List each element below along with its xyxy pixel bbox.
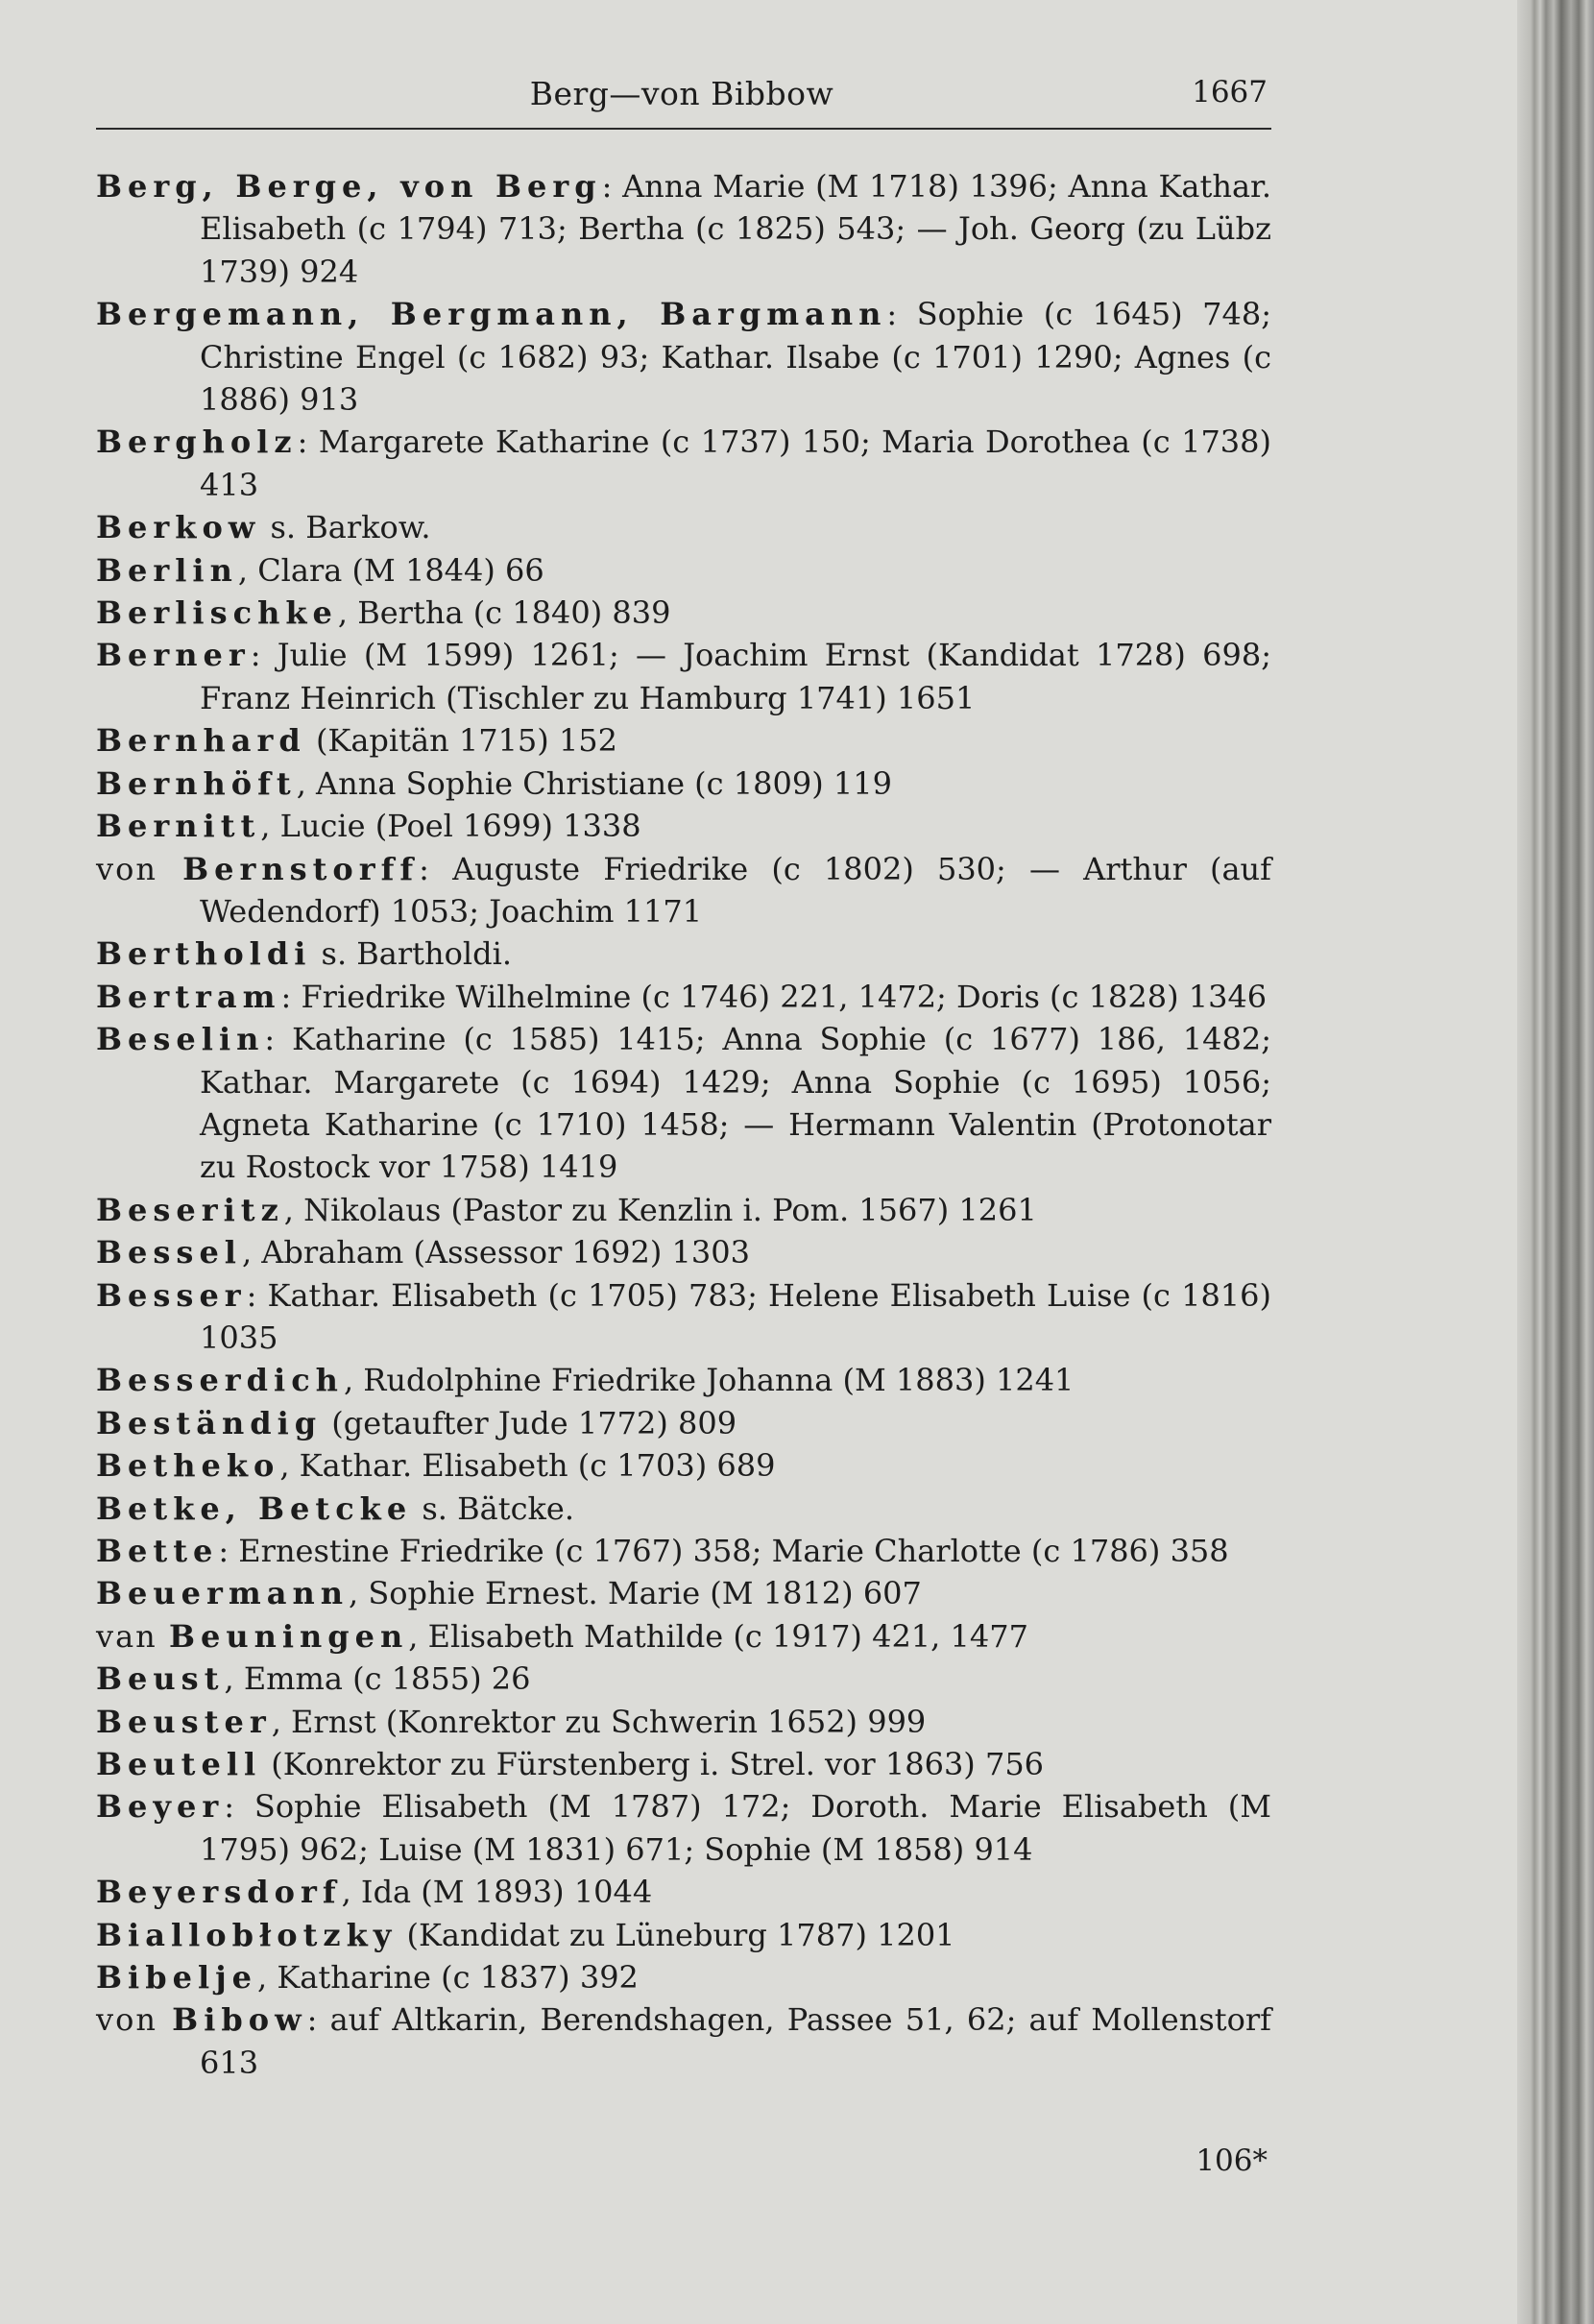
entry-surname: Bertholdi: [96, 935, 312, 973]
index-entry: [96, 1743, 1271, 1785]
entry-surname: Betke, Betcke: [96, 1489, 413, 1527]
entry-text: , Kathar. Elisabeth (c 1703) 689: [279, 1447, 776, 1485]
entry-text: : Auguste Friedrike (c 1802) 530; — Arthur (auf Wedendorf) 1053; Joachim 1171: [200, 850, 1272, 930]
entry-surname: Bernhard: [96, 722, 306, 760]
entry-surname: Berlischke: [96, 594, 338, 632]
index-entry: [96, 1189, 1271, 1231]
entry-text: (Konrektor zu Fürstenberg i. Strel. vor 1863) 756: [261, 1746, 1045, 1783]
index-entry: [96, 1615, 1271, 1658]
index-entry: [96, 1572, 1271, 1614]
entry-surname: Beutell: [96, 1746, 262, 1783]
entry-surname: Bergemann, Bergmann, Bargmann: [96, 296, 887, 333]
sheet-signature: 106*: [1196, 2143, 1268, 2178]
index-entry: [96, 932, 1271, 975]
entry-prefix: von: [96, 850, 183, 887]
index-entry: [96, 1402, 1271, 1444]
entry-surname: Bibelje: [96, 1959, 258, 1997]
entry-surname: Bernstorff: [182, 850, 420, 887]
index-entry: [96, 848, 1271, 933]
entry-surname: Bessel: [96, 1234, 242, 1271]
entry-text: : Katharine (c 1585) 1415; Anna Sophie (c 1677) 186, 1482; Kathar. Margarete (c 1694) 1429; Anna Sophie (c 1695) 1056; Agneta Katharine (c 1710) 1458; — Hermann Valentin (Protonotar zu Rostock vor 1758) 1419: [200, 1021, 1271, 1186]
entry-surname: Bernitt: [96, 808, 261, 845]
index-entry: [96, 1018, 1271, 1189]
entry-surname: Beyersdorf: [96, 1874, 342, 1911]
entry-text: s. Barkow.: [260, 509, 431, 546]
entry-text: s. Bätcke.: [412, 1489, 575, 1527]
entry-text: : Friedrike Wilhelmine (c 1746) 221, 1472; Doris (c 1828) 1346: [280, 978, 1268, 1015]
index-entry: [96, 805, 1271, 847]
index-entry: [96, 719, 1271, 762]
index-entry: [96, 1998, 1271, 2084]
index-entry: [96, 506, 1271, 548]
entry-text: , Sophie Ernest. Marie (M 1812) 607: [349, 1575, 922, 1612]
entry-text: , Abraham (Assessor 1692) 1303: [241, 1234, 750, 1271]
entry-surname: Betheko: [96, 1447, 280, 1485]
entry-surname: Beuermann: [96, 1575, 350, 1612]
entry-text: : Kathar. Elisabeth (c 1705) 783; Helene Elisabeth Luise (c 1816) 1035: [200, 1276, 1271, 1356]
entry-surname: Bette: [96, 1533, 219, 1569]
page-edge-stack: [1517, 0, 1594, 2324]
index-entry: [96, 293, 1271, 421]
entry-surname: Biallobłotzky: [96, 1916, 398, 1953]
entry-surname: Beselin: [96, 1021, 265, 1058]
entry-surname: Beyer: [96, 1788, 225, 1826]
entry-text: , Katharine (c 1837) 392: [257, 1959, 639, 1997]
index-entry: [96, 1658, 1271, 1700]
index-entry: [96, 634, 1271, 719]
index-entry: [96, 165, 1271, 293]
header-rule: [96, 128, 1271, 130]
entry-surname: Berner: [96, 637, 251, 674]
entry-surname: Bertram: [96, 978, 281, 1015]
entry-surname: Berkow: [96, 509, 261, 546]
entry-text: , Clara (M 1844) 66: [237, 551, 544, 589]
entry-text: , Ernst (Konrektor zu Schwerin 1652) 999: [271, 1703, 927, 1740]
entry-text: , Emma (c 1855) 26: [224, 1660, 531, 1698]
entry-surname: Bergholz: [96, 424, 298, 461]
index-entry: [96, 592, 1271, 634]
entry-text: , Lucie (Poel 1699) 1338: [260, 808, 641, 845]
entry-text: , Anna Sophie Christiane (c 1809) 119: [296, 764, 892, 802]
index-entry: [96, 549, 1271, 592]
index-entry: [96, 763, 1271, 805]
entry-text: : Sophie Elisabeth (M 1787) 172; Doroth. Marie Elisabeth (M 1795) 962; Luise (M 1831) 671; Sophie (M 1858) 914: [200, 1788, 1271, 1868]
entry-surname: Bernhöft: [96, 764, 297, 802]
header-title: Berg—von Bibbow: [529, 75, 834, 112]
entry-text: : Ernestine Friedrike (c 1767) 358; Marie Charlotte (c 1786) 358: [218, 1533, 1229, 1569]
index-entries: [96, 165, 1271, 2084]
entry-prefix: von: [96, 2001, 173, 2039]
entry-text: , Bertha (c 1840) 839: [337, 594, 671, 632]
index-entry: [96, 1359, 1271, 1401]
entry-surname: Beuningen: [168, 1617, 409, 1655]
index-entry: [96, 1871, 1271, 1913]
entry-text: , Nikolaus (Pastor zu Kenzlin i. Pom. 1567) 1261: [283, 1191, 1037, 1228]
index-entry: [96, 1956, 1271, 1998]
index-entry: [96, 421, 1271, 506]
index-entry: [96, 1444, 1271, 1487]
index-entry: [96, 1914, 1271, 1956]
index-entry: [96, 1274, 1271, 1360]
entry-text: , Rudolphine Friedrike Johanna (M 1883) 1241: [343, 1362, 1075, 1399]
entry-prefix: van: [96, 1617, 169, 1655]
entry-surname: Berlin: [96, 551, 238, 589]
running-header: [96, 75, 1268, 123]
page-number: 1667: [1192, 75, 1268, 109]
index-entry: [96, 1785, 1271, 1871]
entry-text: : Margarete Katharine (c 1737) 150; Maria Dorothea (c 1738) 413: [200, 424, 1271, 503]
entry-text: : Sophie (c 1645) 748; Christine Engel (c 1682) 93; Kathar. Ilsabe (c 1701) 1290; Agnes (c 1886) 913: [200, 296, 1271, 419]
entry-surname: Beuster: [96, 1703, 272, 1740]
entry-surname: Besserdich: [96, 1362, 344, 1399]
entry-surname: Besser: [96, 1276, 247, 1314]
entry-surname: Berg, Berge, von Berg: [96, 168, 602, 205]
entry-text: (getaufter Jude 1772) 809: [322, 1404, 737, 1441]
index-entry: [96, 1530, 1271, 1572]
index-entry: [96, 1231, 1271, 1273]
index-entry: [96, 976, 1271, 1018]
index-entry: [96, 1488, 1271, 1530]
entry-text: : auf Altkarin, Berendshagen, Passee 51, 62; auf Mollenstorf 613: [200, 2001, 1272, 2081]
entry-surname: Beseritz: [96, 1191, 284, 1228]
entry-text: , Elisabeth Mathilde (c 1917) 421, 1477: [408, 1617, 1028, 1655]
entry-text: , Ida (M 1893) 1044: [341, 1874, 653, 1911]
entry-text: : Julie (M 1599) 1261; — Joachim Ernst (Kandidat 1728) 698; Franz Heinrich (Tischler zu Hamburg 1741) 1651: [200, 637, 1271, 716]
entry-text: (Kandidat zu Lüneburg 1787) 1201: [397, 1916, 955, 1953]
entry-text: : Anna Marie (M 1718) 1396; Anna Kathar. Elisabeth (c 1794) 713; Bertha (c 1825) 543; — Joh. Georg (zu Lübz 1739) 924: [200, 168, 1272, 290]
index-entry: [96, 1701, 1271, 1743]
entry-text: s. Bartholdi.: [311, 935, 513, 973]
entry-surname: Beust: [96, 1660, 225, 1698]
entry-surname: Beständig: [96, 1404, 323, 1441]
entry-text: (Kapitän 1715) 152: [305, 722, 618, 760]
entry-surname: Bibow: [172, 2001, 307, 2039]
